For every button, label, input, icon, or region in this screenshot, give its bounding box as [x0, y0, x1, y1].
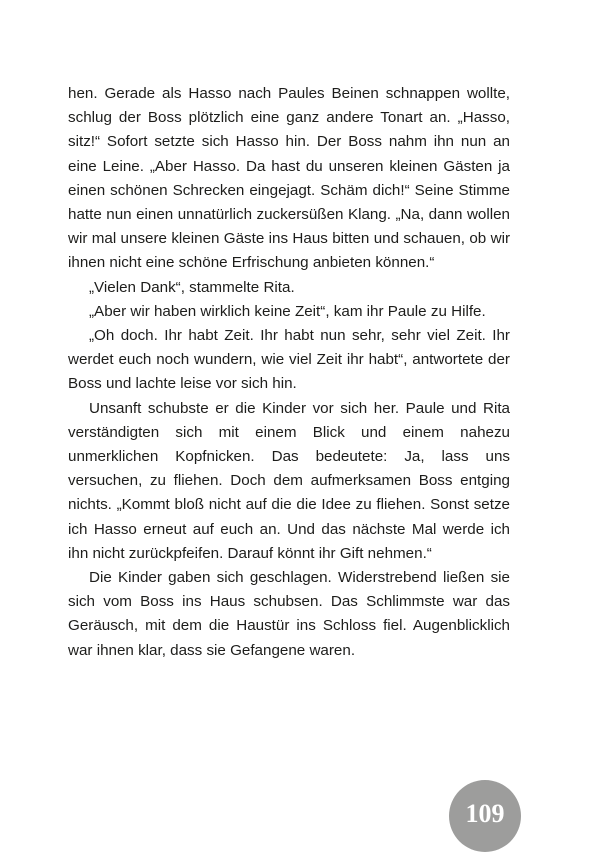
body-text: [68, 82, 510, 663]
paragraph-4: „Oh doch. Ihr habt Zeit. Ihr habt nun sehr, sehr viel Zeit. Ihr werdet euch noch wundern, wie viel Zeit ihr habt“, antwortete der Boss und lachte leise vor sich hin.: [68, 327, 510, 393]
page-number: 109: [449, 780, 521, 852]
paragraph-1: hen. Gerade als Hasso nach Paules Beinen schnappen wollte, schlug der Boss plötzlich eine ganz andere Tonart an. „Hasso, sitz!“ Sofort setzte sich Hasso hin. Der Boss nahm ihn nun an eine Leine. „Aber Hasso. Da hast du unseren kleinen Gästen ja einen schönen Schrecken eingejagt. Schäm dich!“ Seine Stimme hatte nun einen unnatürlich zuckersüßen Klang. „Na, dann wollen wir mal unsere kleinen Gäste ins Haus bitten und schauen, ob wir ihnen nicht eine schöne Erfrischung anbieten können.“: [68, 85, 510, 272]
paragraph-5: Unsanft schubste er die Kinder vor sich her. Paule und Rita verständigten sich mit einem Blick und einem nahezu unmerklichen Kopfnicken. Das bedeutete: Ja, lass uns versuchen, zu fliehen. Doch dem aufmerksamen Boss entging nichts. „Kommt bloß nicht auf die die Idee zu fliehen. Sonst setze ich Hasso erneut auf euch an. Und das nächste Mal werde ich ihn nicht zurückpfeifen. Darauf könnt ihr Gift nehmen.“: [68, 399, 510, 562]
paragraph-2: „Vielen Dank“, stammelte Rita.: [89, 278, 295, 296]
paragraph-3: „Aber wir haben wirklich keine Zeit“, kam ihr Paule zu Hilfe.: [89, 302, 486, 320]
paragraph-6: Die Kinder gaben sich geschlagen. Widerstrebend ließen sie sich vom Boss ins Haus schubsen. Das Schlimmste war das Geräusch, mit dem die Haustür ins Schloss fiel. Augenblicklich war ihnen klar, dass sie Gefangene waren.: [68, 569, 510, 659]
